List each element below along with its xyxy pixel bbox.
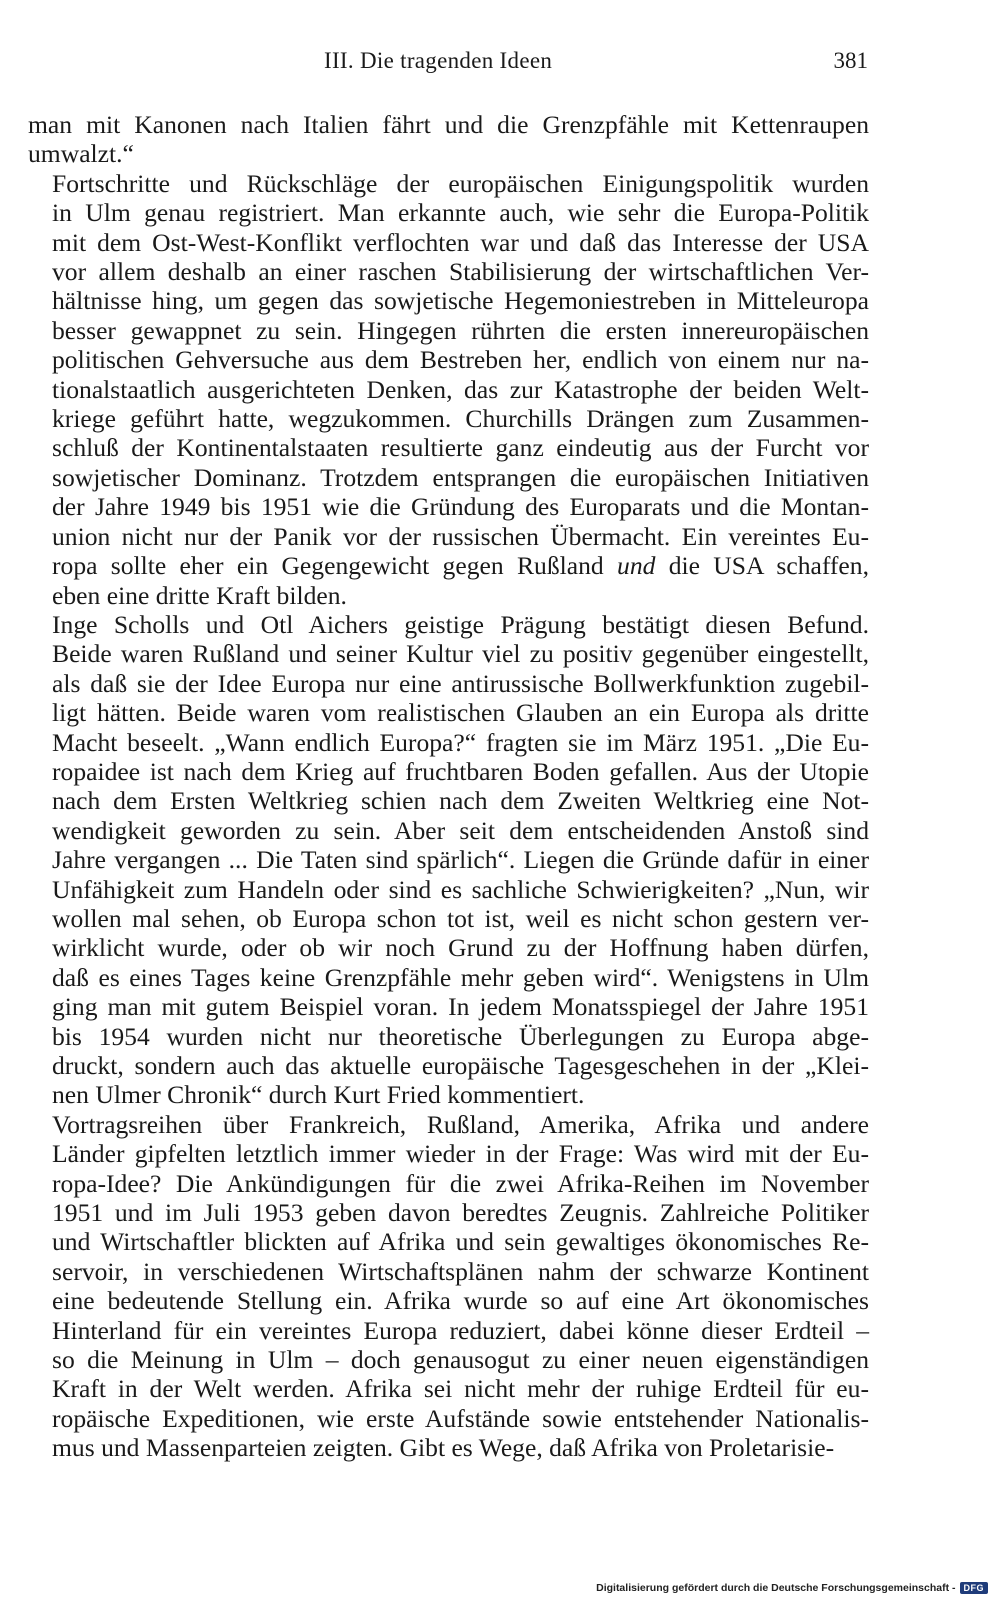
text-line: Beide waren Rußland und seiner Kultur viel zu positiv gegenüber eingestellt, (52, 639, 869, 669)
text-line: Jahre vergangen ... Die Taten sind spärlich“. Liegen die Gründe dafür in einer (52, 845, 869, 875)
text-line: schluß der Kontinentalstaaten resultierte ganz eindeutig aus der Furcht vor (52, 433, 869, 463)
text-line: servoir, in verschiedenen Wirtschaftsplänen nahm der schwarze Kontinent (52, 1256, 869, 1286)
text-line: Macht beseelt. „Wann endlich Europa?“ fragten sie im März 1951. „Die Eu- (52, 727, 869, 757)
text-line: und Wirtschaftler blickten auf Afrika und sein gewaltiges ökonomisches Re- (52, 1227, 869, 1257)
text-line: 1951 und im Juli 1953 geben davon beredtes Zeugnis. Zahlreiche Politiker (52, 1198, 869, 1228)
text-line: bis 1954 wurden nicht nur theoretische Überlegungen zu Europa abge- (52, 1021, 869, 1051)
running-head: III. Die tragenden Ideen (324, 48, 553, 73)
text-line: tionalstaatlich ausgerichteten Denken, das zur Katastrophe der beiden Welt- (52, 374, 869, 404)
text-line: nach dem Ersten Weltkrieg schien nach dem Zweiten Weltkrieg eine Not- (52, 786, 869, 816)
page-header (28, 48, 868, 80)
text-line: wendigkeit geworden zu sein. Aber seit dem entscheidenden Anstoß sind (52, 815, 869, 845)
text-line: Hinterland für ein vereintes Europa reduziert, dabei könne dieser Erdteil – (52, 1315, 869, 1345)
text-line: wirklicht wurde, oder ob wir noch Grund zu der Hoffnung haben dürfen, (52, 933, 869, 963)
text-line: ropäische Expeditionen, wie erste Aufstände sowie entstehender Nationalis- (52, 1403, 869, 1433)
paragraph (28, 169, 869, 610)
page-number: 381 (833, 48, 868, 73)
text-line: ropaidee ist nach dem Krieg auf fruchtbaren Boden gefallen. Aus der Utopie (52, 756, 869, 786)
text-line: Unfähigkeit zum Handeln oder sind es sachliche Schwierigkeiten? „Nun, wir (52, 874, 869, 904)
text-line: ropa-Idee? Die Ankündigungen für die zwei Afrika-Reihen im November (52, 1168, 869, 1198)
paragraph (28, 610, 869, 1110)
text-line: ropa sollte eher ein Gegengewicht gegen Rußland und die USA schaffen, (52, 551, 869, 581)
footer-attribution (596, 1582, 988, 1594)
text-line: Kraft in der Welt werden. Afrika sei nicht mehr der ruhige Erdteil für eu- (52, 1374, 869, 1404)
text-line: ging man mit gutem Beispiel voran. In jedem Monatsspiegel der Jahre 1951 (52, 992, 869, 1022)
text-line: man mit Kanonen nach Italien fährt und die Grenzpfähle mit Kettenraupen (28, 110, 869, 139)
text-line: Vortragsreihen über Frankreich, Rußland, Amerika, Afrika und andere (52, 1109, 869, 1139)
text-line: so die Meinung in Ulm – doch genausogut zu einer neuen eigenständigen (52, 1345, 869, 1375)
text-line: Länder gipfelten letztlich immer wieder in der Frage: Was wird mit der Eu- (52, 1139, 869, 1169)
text-line: union nicht nur der Panik vor der russischen Übermacht. Ein vereintes Eu- (52, 521, 869, 551)
text-line: daß es eines Tages keine Grenzpfähle mehr geben wird“. Wenigstens in Ulm (52, 962, 869, 992)
text-line: druckt, sondern auch das aktuelle europäische Tagesgeschehen in der „Klei- (52, 1051, 869, 1080)
text-line: eben eine dritte Kraft bilden. (52, 580, 347, 610)
text-line: hältnisse hing, um gegen das sowjetische Hegemoniestreben in Mitteleuropa (52, 286, 869, 316)
text-line: politischen Gehversuche aus dem Bestreben her, endlich von einem nur na- (52, 345, 869, 375)
dfg-logo: DFG (960, 1582, 989, 1594)
text-line: Fortschritte und Rückschläge der europäischen Einigungspolitik wurden (52, 168, 869, 198)
text-line: eine bedeutende Stellung ein. Afrika wurde so auf eine Art ökonomisches (52, 1286, 869, 1316)
text-line: ligt hätten. Beide waren vom realistischen Glauben an ein Europa als dritte (52, 698, 869, 728)
text-line: umwalzt.“ (28, 139, 134, 169)
text-line: Inge Scholls und Otl Aichers geistige Prägung bestätigt diesen Befund. (52, 609, 869, 639)
text-line: sowjetischer Dominanz. Trotzdem entsprangen die europäischen Initiativen (52, 462, 869, 492)
text-line: besser gewappnet zu sein. Hingegen rührten die ersten innereuropäischen (52, 315, 869, 345)
footer-note-text: Digitalisierung gefördert durch die Deutsche Forschungsgemeinschaft - (596, 1582, 956, 1594)
text-line: mit dem Ost-West-Konflikt verflochten war und daß das Interesse der USA (52, 227, 869, 257)
text-line: wollen mal sehen, ob Europa schon tot ist, weil es nicht schon gestern ver- (52, 903, 869, 933)
text-line: in Ulm genau registriert. Man erkannte auch, wie sehr die Europa-Politik (52, 198, 869, 228)
paragraph (28, 110, 869, 169)
body-text (28, 110, 869, 1463)
text-line: nen Ulmer Chronik“ durch Kurt Fried kommentiert. (52, 1080, 585, 1110)
text-line: mus und Massenparteien zeigten. Gibt es Wege, daß Afrika von Proletarisie- (52, 1433, 835, 1463)
paragraph (28, 1110, 869, 1463)
text-line: als daß sie der Idee Europa nur eine antirussische Bollwerkfunktion zugebil- (52, 668, 869, 698)
text-line: vor allem deshalb an einer raschen Stabilisierung der wirtschaftlichen Ver- (52, 257, 869, 287)
text-line: der Jahre 1949 bis 1951 wie die Gründung des Europarats und die Montan- (52, 492, 869, 522)
text-line: kriege geführt hatte, wegzukommen. Churchills Drängen zum Zusammen- (52, 404, 869, 434)
